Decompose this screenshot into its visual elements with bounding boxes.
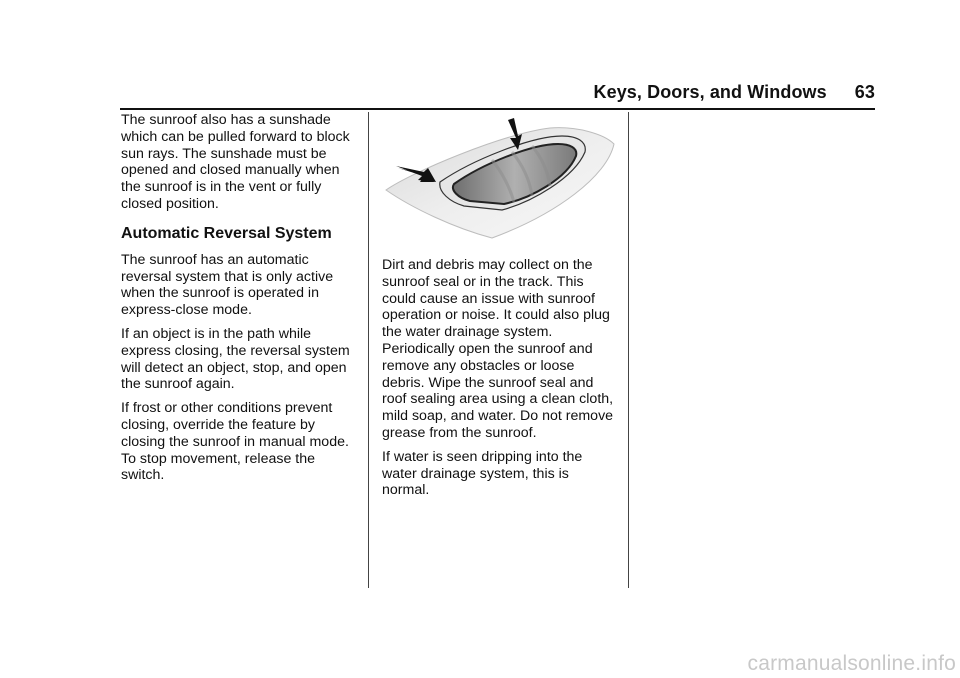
header-rule xyxy=(120,108,875,110)
paragraph: If frost or other conditions prevent closing, override the feature by closing the sunroof in manual mode. To stop movement, release the switch. xyxy=(121,400,349,484)
section-heading: Automatic Reversal System xyxy=(121,224,332,242)
left-column xyxy=(121,112,357,491)
column-divider xyxy=(628,112,629,588)
paragraph: Dirt and debris may collect on the sunroof seal or in the track. This could cause an issue with sunroof operation or noise. It could also plug the water drainage system. Periodically open the sunroof and remove any obstacles or loose debris. Wipe the sunroof seal and roof sealing area using a clean cloth, mild soap, and water. Do not remove grease from the sunroof. xyxy=(382,257,614,441)
watermark: carmanualsonline.info xyxy=(747,652,956,675)
sunroof-drawing xyxy=(382,116,618,244)
page-number: 63 xyxy=(854,82,875,102)
paragraph: If water is seen dripping into the water drainage system, this is normal. xyxy=(382,448,583,499)
paragraph: The sunroof also has a sunshade which can be pulled forward to block sun rays. The sunshade must be opened and closed manually when the sunroof is in the vent or fully closed position. xyxy=(121,112,350,212)
column-divider xyxy=(368,112,369,588)
section-title: Keys, Doors, and Windows xyxy=(593,82,827,102)
middle-column xyxy=(382,257,618,506)
paragraph: If an object is in the path while express closing, the reversal system will detect an object, stop, and open the sunroof again. xyxy=(121,325,350,393)
paragraph: The sunroof has an automatic reversal system that is only active when the sunroof is operated in express-close mode. xyxy=(121,251,334,319)
page-header xyxy=(593,82,875,103)
sunroof-illustration xyxy=(382,116,618,244)
